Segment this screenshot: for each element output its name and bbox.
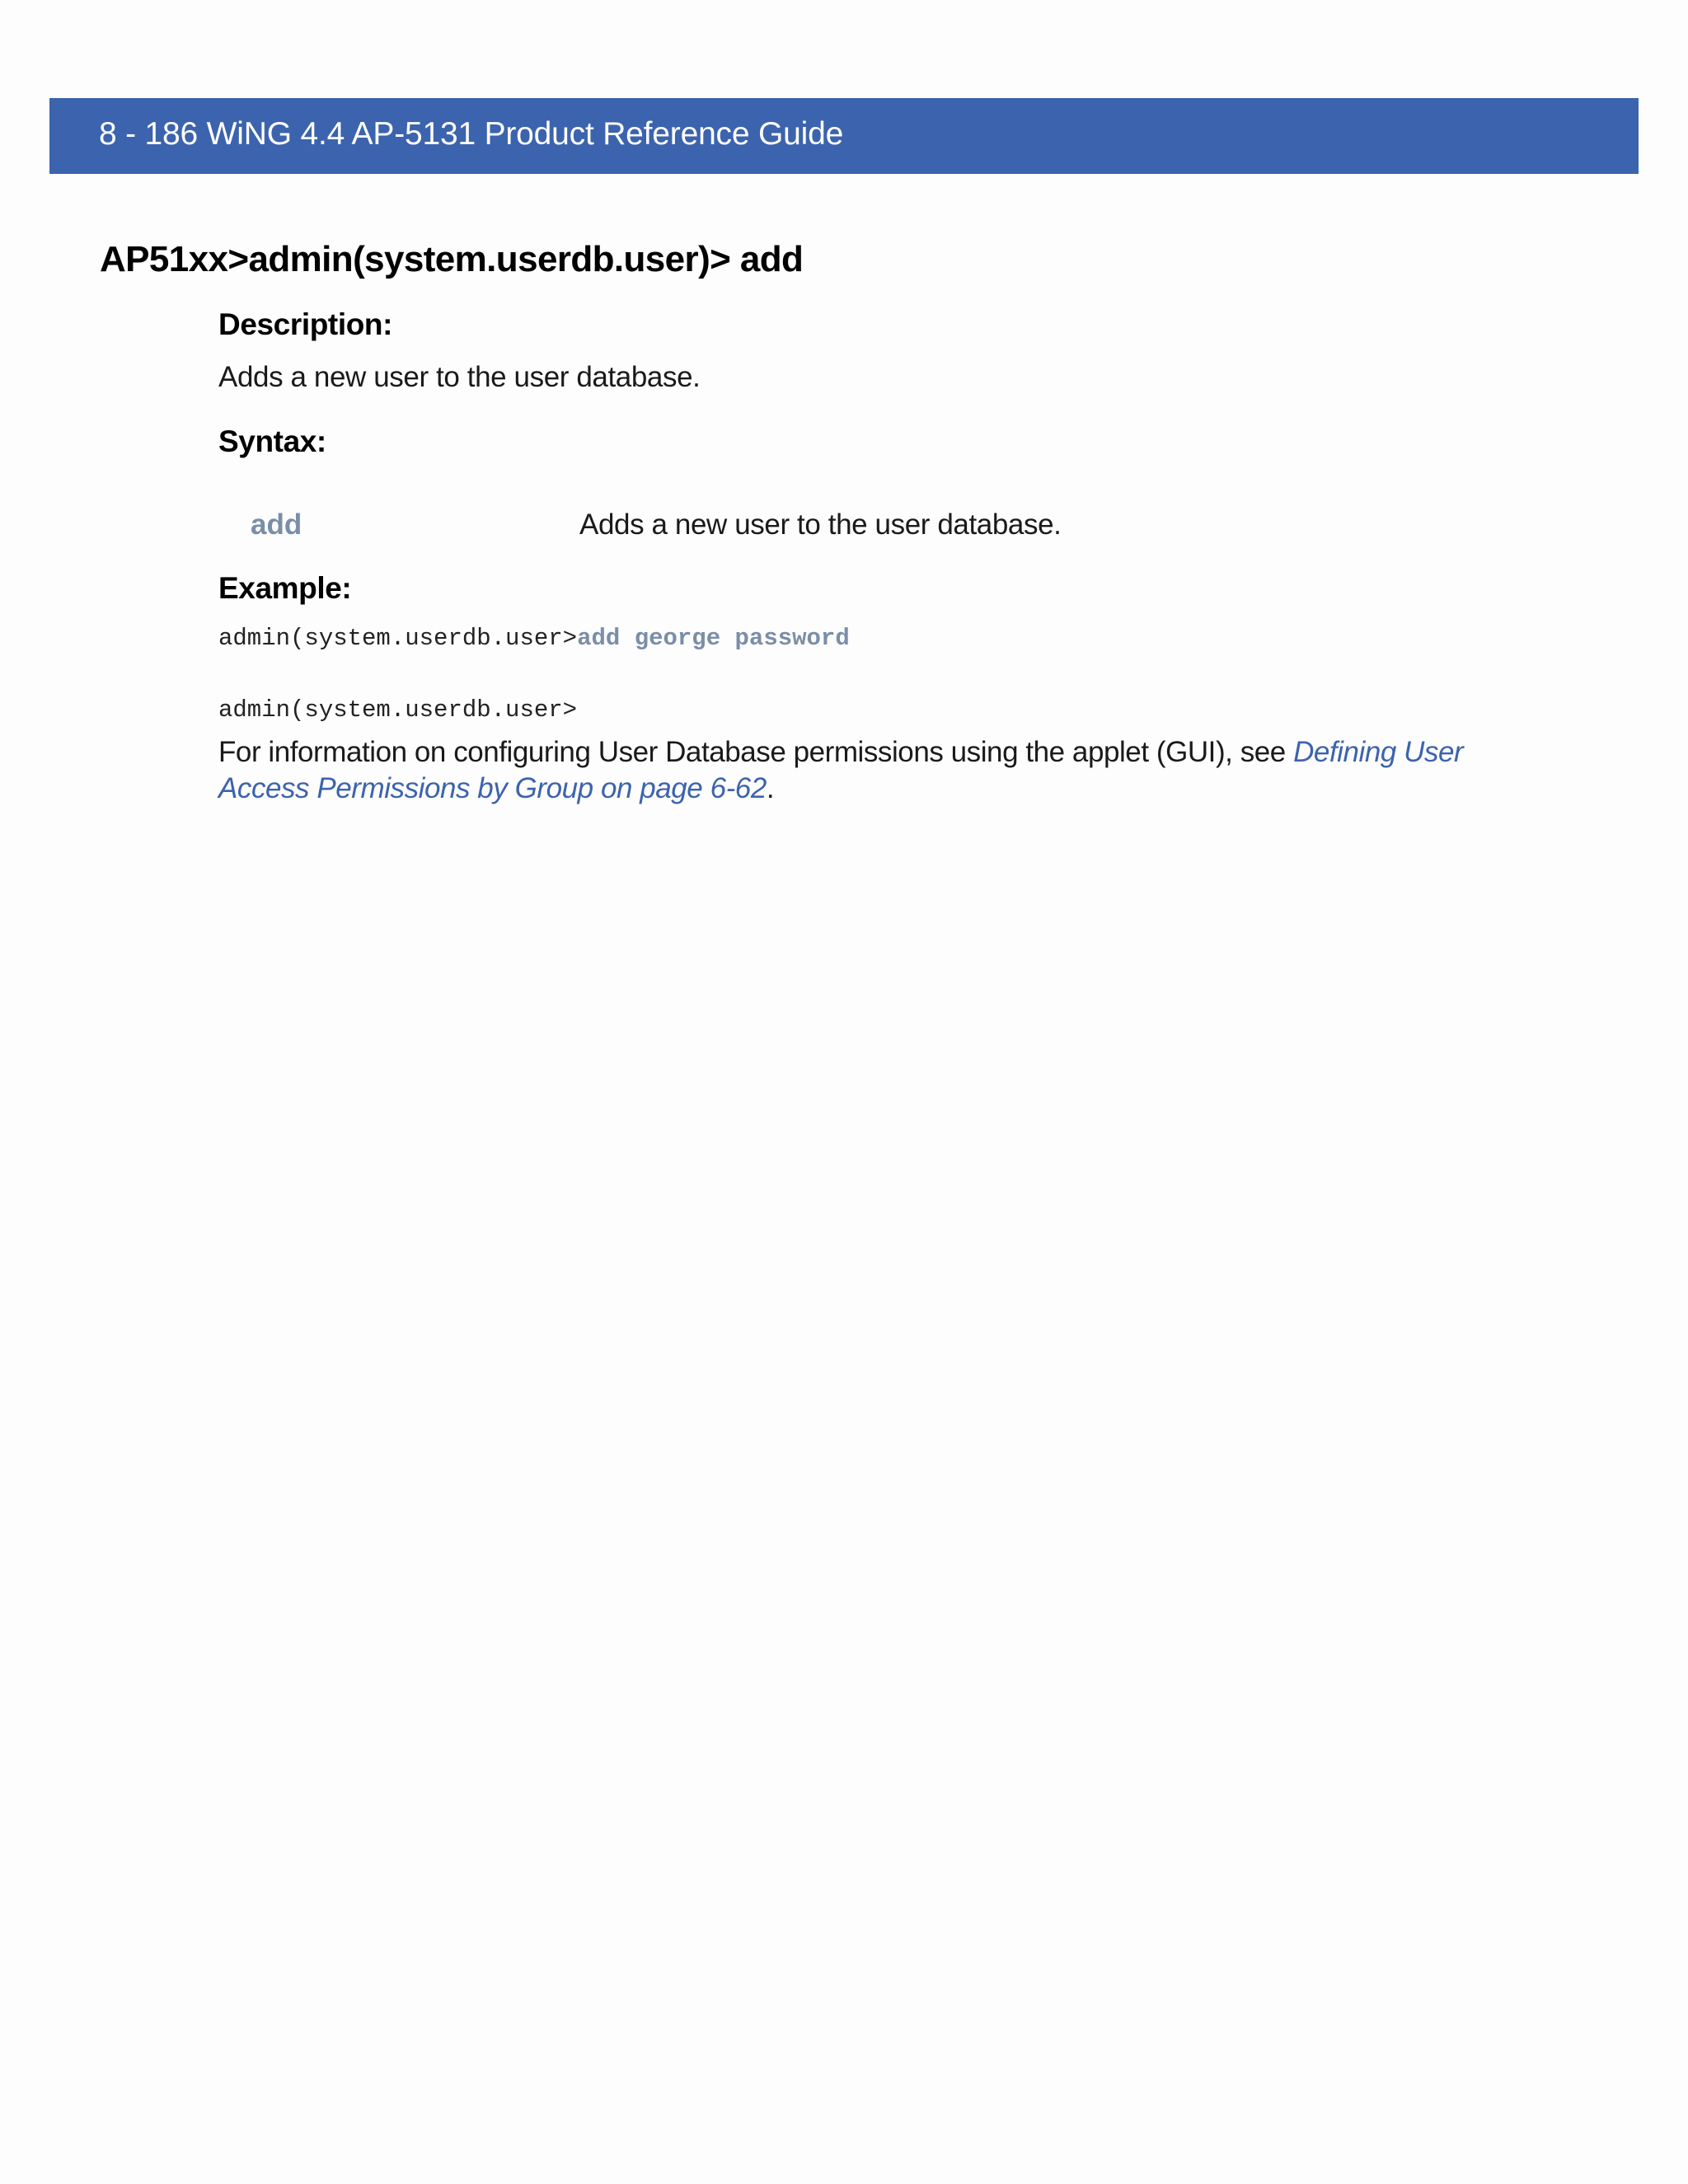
info-text-end: . — [766, 772, 775, 804]
example-command: add george password — [577, 625, 850, 652]
info-text: For information on configuring User Database permissions using the applet (GUI), see — [218, 736, 1294, 768]
syntax-command-description: Adds a new user to the user database. — [579, 509, 1062, 541]
example-code-line-2: admin(system.userdb.user> — [218, 696, 578, 724]
example-prompt: admin(system.userdb.user> — [218, 625, 578, 652]
syntax-heading: Syntax: — [218, 424, 326, 458]
page-header-bar — [49, 98, 1639, 174]
info-paragraph — [218, 734, 1545, 807]
cross-reference-link[interactable]: Defining User Access Permissions by Group on page 6-62 — [218, 736, 1464, 804]
syntax-command: add — [251, 509, 302, 541]
page-title: AP51xx>admin(system.userdb.user)> add — [100, 239, 804, 279]
example-code-line-1 — [218, 622, 850, 655]
example-heading: Example: — [218, 571, 352, 605]
description-text: Adds a new user to the user database. — [218, 361, 701, 393]
description-heading: Description: — [218, 307, 393, 341]
page-header-text: 8 - 186 WiNG 4.4 AP-5131 Product Reference Guide — [99, 116, 844, 152]
